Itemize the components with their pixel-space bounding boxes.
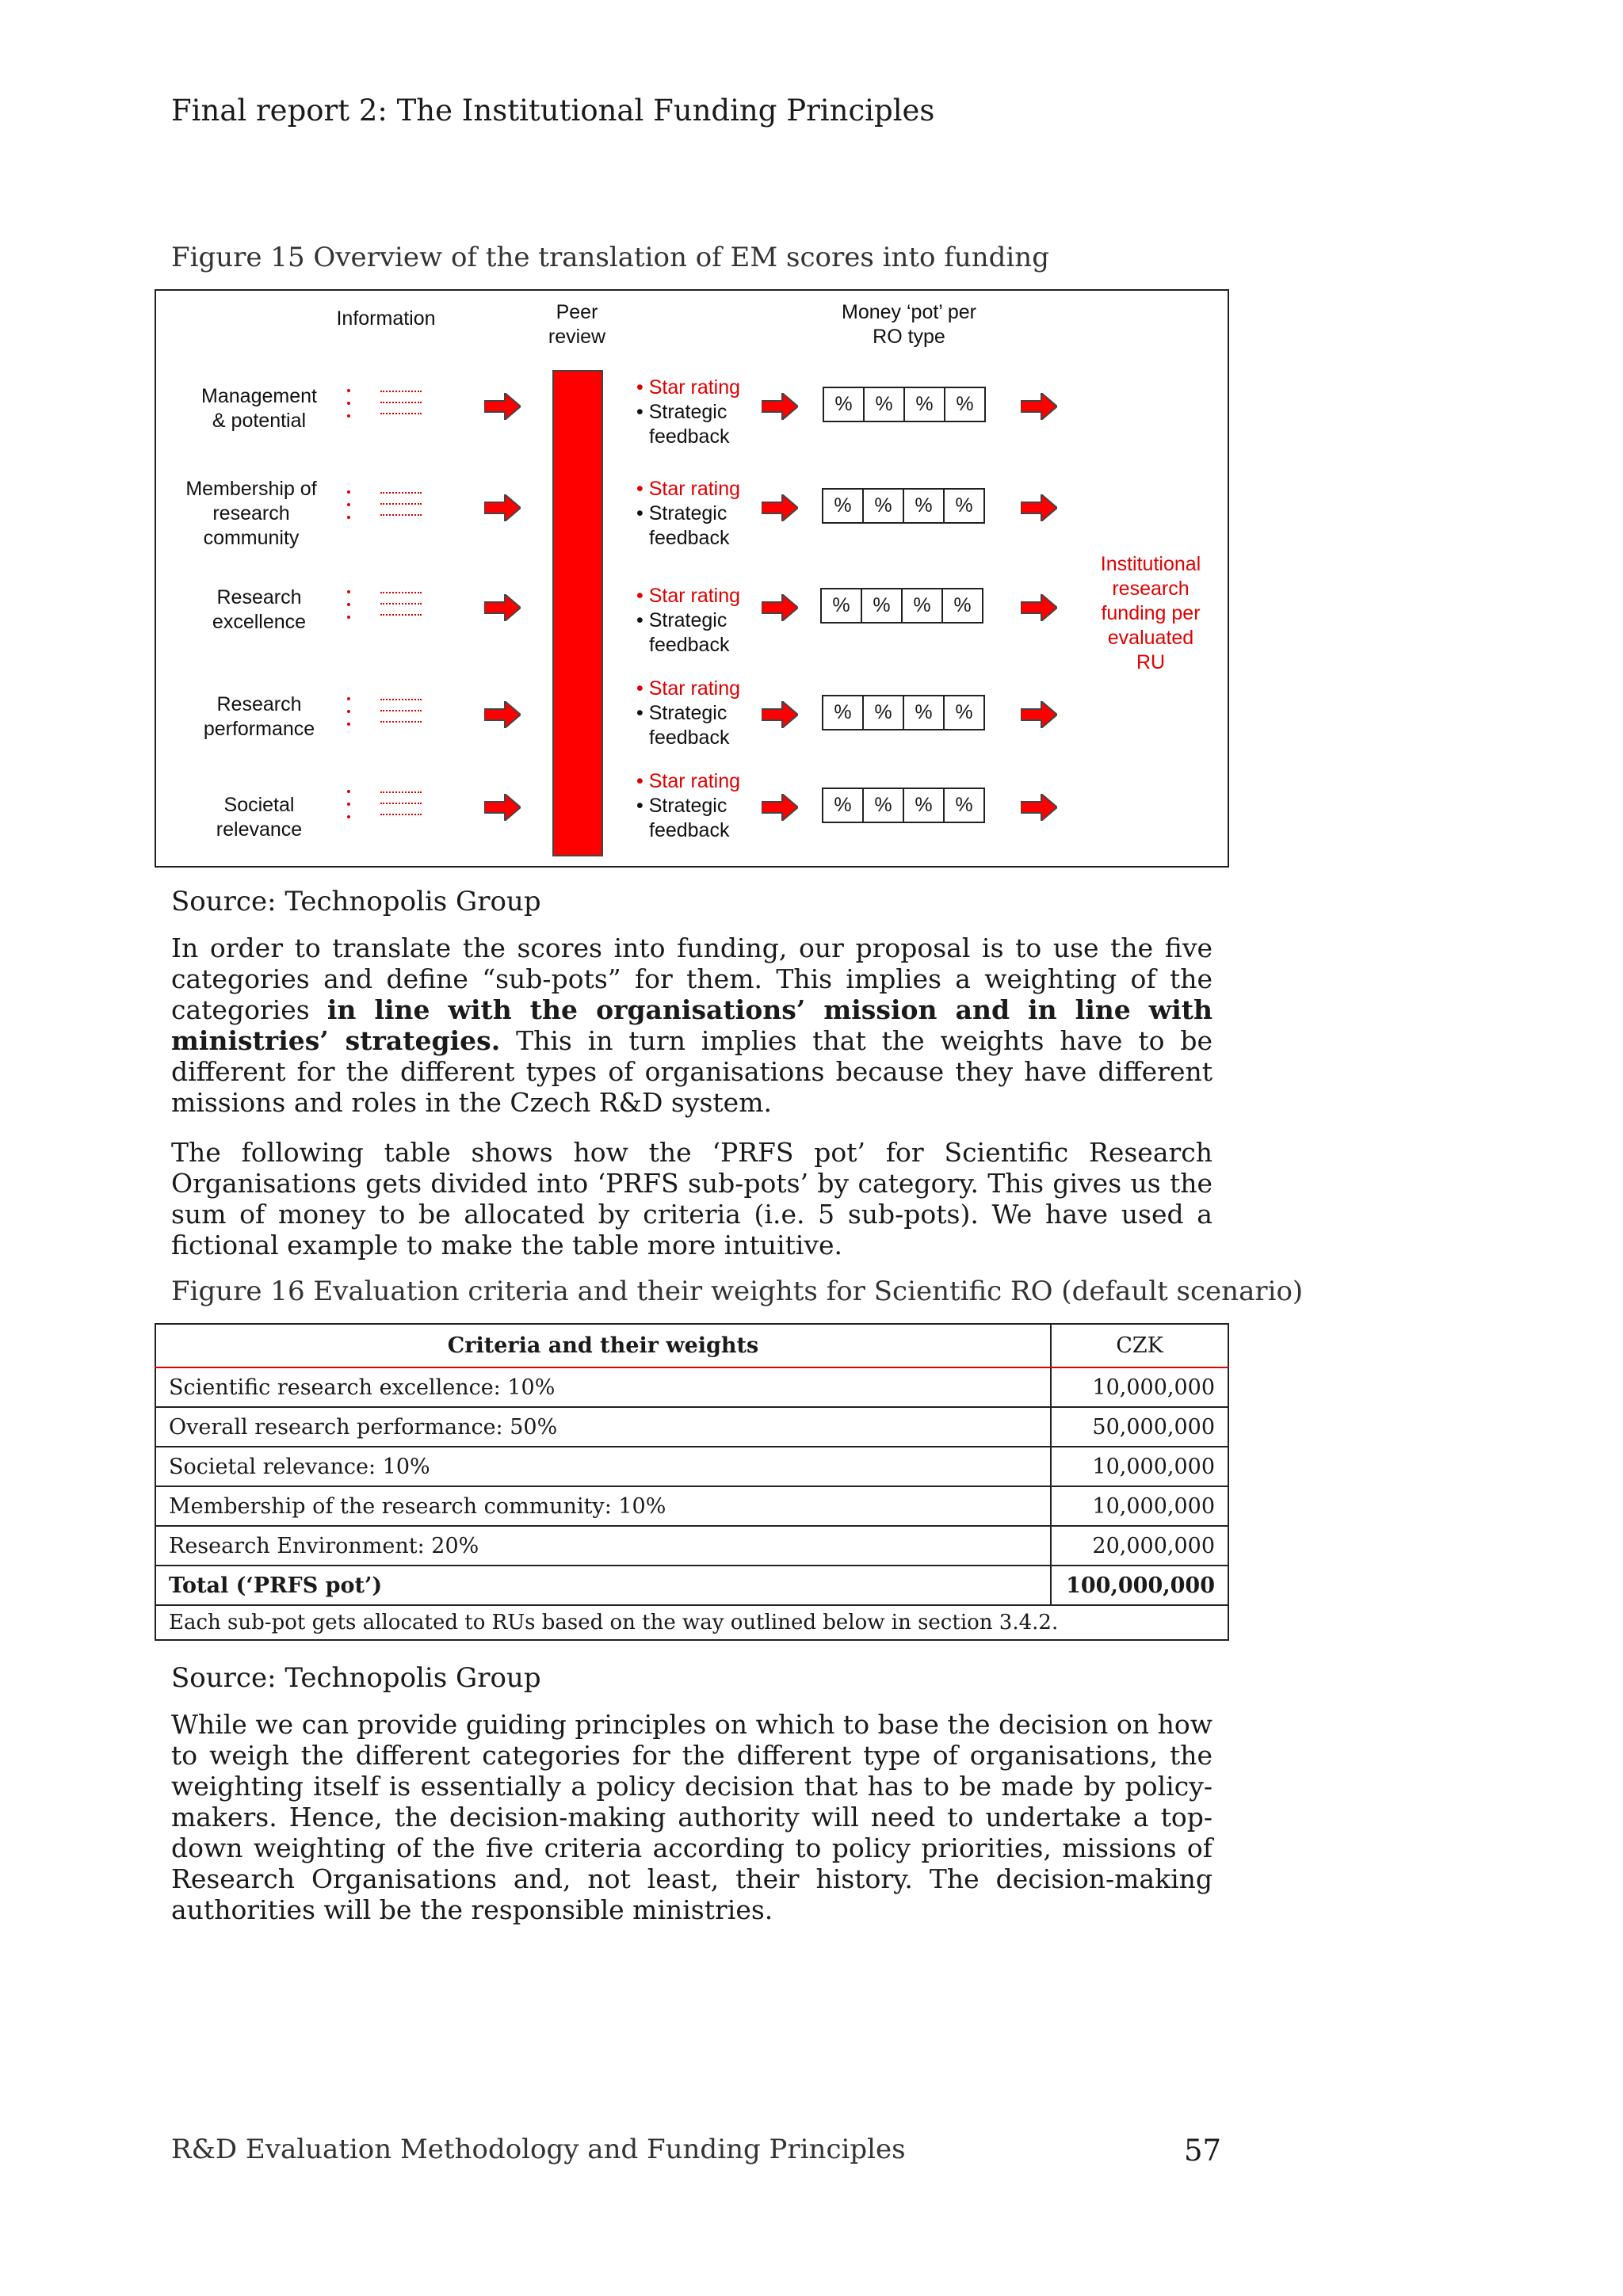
czk-cell: 10,000,000	[1051, 1447, 1228, 1486]
col-header-money-pot: Money ‘pot’ per RO type	[842, 301, 976, 348]
table-row	[155, 1367, 1228, 1407]
figure16-source: Source: Technopolis Group	[171, 1662, 541, 1694]
result-institutional-funding: Institutional research funding per evaluated RU	[1100, 553, 1201, 673]
arrow-right-icon	[484, 494, 521, 521]
arrow-right-icon	[762, 393, 798, 420]
arrow-right-icon	[484, 794, 521, 821]
percentage-pot-boxes: % % % %	[823, 387, 986, 422]
row-feedback: • Star rating • Strategic feedback	[636, 376, 741, 448]
criteria-weights-table	[155, 1323, 1229, 1641]
table-note-row	[155, 1605, 1228, 1640]
col-header-information: Information	[336, 307, 436, 330]
table-row	[155, 1486, 1228, 1526]
figure15-source: Source: Technopolis Group	[171, 886, 541, 917]
row-label-societal-relevance: Societal relevance	[216, 794, 303, 841]
info-lines	[380, 791, 422, 825]
arrow-right-icon	[762, 494, 798, 521]
page-number: 57	[1184, 2134, 1222, 2168]
info-dots	[347, 389, 352, 427]
arrow-right-icon	[1021, 701, 1057, 728]
percentage-pot-boxes: % % % %	[822, 488, 985, 524]
criteria-cell: Overall research performance: 50%	[155, 1407, 1051, 1447]
info-lines	[380, 699, 422, 732]
col-header-peer-review: Peer review	[548, 301, 606, 348]
info-dots	[347, 697, 352, 735]
criteria-cell: Societal relevance: 10%	[155, 1447, 1051, 1486]
row-label-research-excellence: Research excellence	[212, 586, 307, 633]
arrow-right-icon	[762, 794, 798, 821]
arrow-right-icon	[762, 594, 798, 621]
czk-cell: 50,000,000	[1051, 1407, 1228, 1447]
info-dots	[347, 590, 352, 628]
header-criteria: Criteria and their weights	[155, 1324, 1051, 1367]
figure16-caption: Figure 16 Evaluation criteria and their weights for Scientific RO (default scenario)	[171, 1276, 1304, 1307]
arrow-right-icon	[1021, 594, 1057, 621]
row-feedback: • Star rating • Strategic feedback	[636, 770, 741, 841]
info-dots	[347, 790, 352, 828]
percentage-pot-boxes: % % % %	[822, 788, 985, 823]
table-row	[155, 1407, 1228, 1447]
arrow-right-icon	[762, 701, 798, 728]
info-lines	[380, 492, 422, 525]
row-feedback: • Star rating • Strategic feedback	[636, 677, 741, 749]
arrow-right-icon	[1021, 494, 1057, 521]
running-header: Final report 2: The Institutional Funding Principles	[171, 93, 935, 128]
paragraph-2: The following table shows how the ‘PRFS pot’ for Scientific Research Organisations gets divided into ‘PRFS sub-pots’ by category. This gives us the sum of money to be allocated by criteria (i.e. 5 sub-pots). We have used a fictional example to make the table more intuitive.	[171, 1137, 1212, 1261]
table-note: Each sub-pot gets allocated to RUs based on the way outlined below in section 3.4.2.	[155, 1605, 1228, 1640]
row-label-membership: Membership of research community	[185, 478, 317, 549]
criteria-cell: Research Environment: 20%	[155, 1526, 1051, 1566]
row-feedback: • Star rating • Strategic feedback	[636, 478, 741, 549]
arrow-right-icon	[1021, 794, 1057, 821]
arrow-right-icon	[484, 393, 521, 420]
arrow-right-icon	[1021, 393, 1057, 420]
czk-cell: 20,000,000	[1051, 1526, 1228, 1566]
percentage-pot-boxes: % % % %	[820, 588, 983, 624]
running-footer: R&D Evaluation Methodology and Funding Principles	[171, 2134, 906, 2165]
paragraph-3: While we can provide guiding principles on which to base the decision on how to weigh the different categories for the different type of organisations, the weighting itself is essentially a policy decision that has to be made by policy-makers. Hence, the decision-making authority will need to undertake a top-down weighting of the five criteria according to policy priorities, missions of Research Organisations and, not least, their history. The decision-making authorities will be the responsible ministries.	[171, 1709, 1212, 1925]
table-header-row	[155, 1324, 1228, 1367]
paragraph-1: In order to translate the scores into funding, our proposal is to use the five categories and define “sub-pots” for them. This implies a weighting of the categories in line with the organisations’ mission and in line with ministries’ strategies. This in turn implies that the weights have to be different for the different types of organisations because they have different missions and roles in the Czech R&D system.	[171, 933, 1213, 1118]
row-feedback: • Star rating • Strategic feedback	[636, 585, 741, 656]
info-lines	[380, 592, 422, 625]
header-czk: CZK	[1051, 1324, 1228, 1367]
figure15-diagram	[155, 289, 1229, 868]
total-label: Total (‘PRFS pot’)	[155, 1566, 1051, 1605]
table-row	[155, 1447, 1228, 1486]
row-label-management: Management & potential	[201, 385, 317, 432]
arrow-right-icon	[484, 594, 521, 621]
total-value: 100,000,000	[1051, 1566, 1228, 1605]
arrow-right-icon	[484, 701, 521, 728]
czk-cell: 10,000,000	[1051, 1486, 1228, 1526]
row-label-research-performance: Research performance	[203, 693, 315, 740]
criteria-cell: Scientific research excellence: 10%	[155, 1367, 1051, 1407]
percentage-pot-boxes: % % % %	[822, 695, 985, 730]
peer-review-bar	[552, 370, 603, 856]
table-row	[155, 1526, 1228, 1566]
table-total-row	[155, 1566, 1228, 1605]
info-dots	[347, 490, 352, 528]
czk-cell: 10,000,000	[1051, 1367, 1228, 1407]
criteria-cell: Membership of the research community: 10%	[155, 1486, 1051, 1526]
figure15-caption: Figure 15 Overview of the translation of EM scores into funding	[171, 242, 1049, 273]
info-lines	[380, 391, 422, 424]
